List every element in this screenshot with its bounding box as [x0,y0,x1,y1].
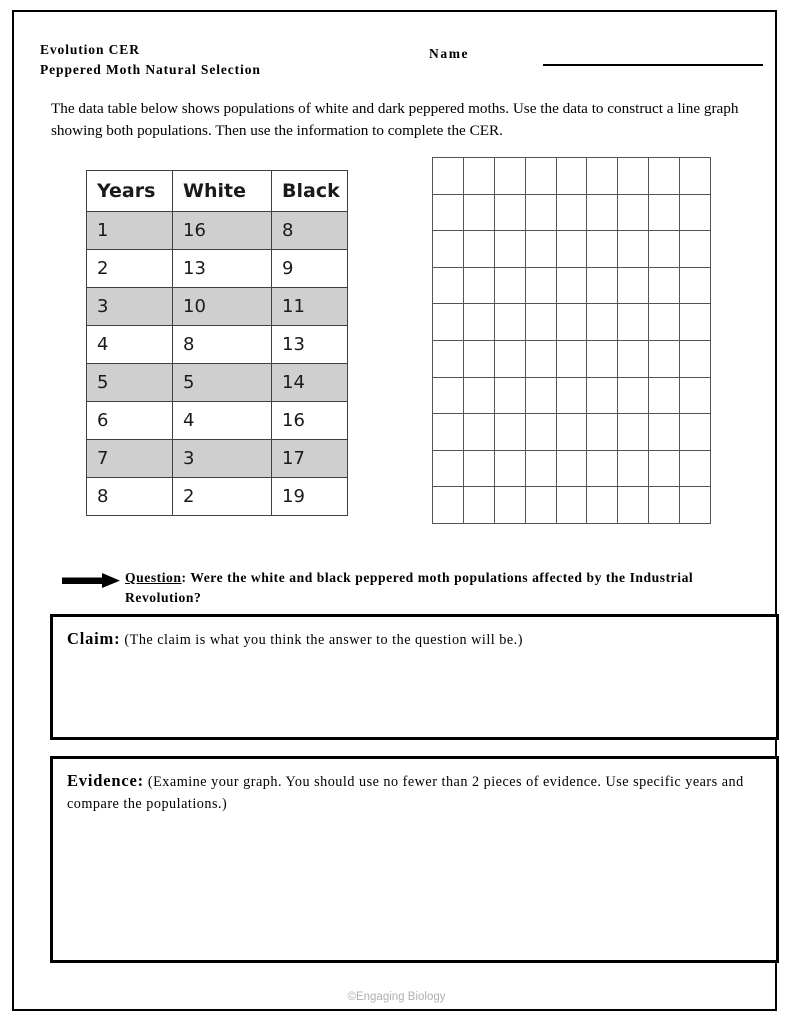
graph-grid-cell[interactable] [433,341,464,378]
cell-black: 13 [272,326,348,364]
cell-black: 19 [272,478,348,516]
evidence-label: Evidence: [67,771,144,790]
graph-grid-cell[interactable] [587,158,618,195]
graph-grid-cell[interactable] [618,231,649,268]
cell-black: 17 [272,440,348,478]
name-input-line[interactable] [543,64,763,66]
column-header-white: White [173,171,272,212]
graph-grid-cell[interactable] [557,341,588,378]
graph-grid-cell[interactable] [433,231,464,268]
graph-grid-cell[interactable] [433,487,464,524]
graph-grid-cell[interactable] [495,414,526,451]
graph-grid-cell[interactable] [587,195,618,232]
cell-years: 6 [87,402,173,440]
cell-years: 3 [87,288,173,326]
graph-grid-cell[interactable] [433,195,464,232]
graph-grid-cell[interactable] [495,341,526,378]
question-row [62,568,762,608]
table-row [87,212,348,250]
graph-grid-cell[interactable] [464,195,495,232]
cell-black: 14 [272,364,348,402]
graph-grid-cell[interactable] [526,487,557,524]
graph-grid-cell[interactable] [587,451,618,488]
graph-grid-cell[interactable] [587,341,618,378]
graph-grid-cell[interactable] [464,414,495,451]
graph-grid-cell[interactable] [618,268,649,305]
graph-grid-cell[interactable] [526,268,557,305]
graph-grid-cell[interactable] [557,195,588,232]
cell-years: 1 [87,212,173,250]
graph-grid-cell[interactable] [557,231,588,268]
cell-years: 8 [87,478,173,516]
graph-grid-cell[interactable] [649,341,680,378]
graph-grid-cell[interactable] [680,487,711,524]
graph-grid-cell[interactable] [557,268,588,305]
graph-grid-cell[interactable] [495,231,526,268]
graph-grid-cell[interactable] [618,487,649,524]
graph-grid-cell[interactable] [618,158,649,195]
cell-years: 7 [87,440,173,478]
graph-grid-cell[interactable] [464,487,495,524]
arrow-right-icon [62,573,120,588]
cell-white: 4 [173,402,272,440]
graph-grid-cell[interactable] [464,231,495,268]
graph-grid-cell[interactable] [433,451,464,488]
table-row [87,288,348,326]
worksheet-title-line-2: Peppered Moth Natural Selection [40,62,261,77]
column-header-black: Black [272,171,348,212]
graph-grid-cell[interactable] [557,158,588,195]
graph-grid-cell[interactable] [495,378,526,415]
graph-grid-cell[interactable] [495,451,526,488]
graph-grid-cell[interactable] [649,195,680,232]
graph-grid-cell[interactable] [495,487,526,524]
blank-graph-grid[interactable] [432,157,711,524]
claim-answer-box[interactable] [50,614,779,740]
graph-grid-cell[interactable] [649,304,680,341]
table-row [87,440,348,478]
graph-grid-cell[interactable] [526,451,557,488]
table-row [87,402,348,440]
claim-box-inner [53,617,776,651]
graph-grid-cell[interactable] [680,231,711,268]
graph-grid-cell[interactable] [649,231,680,268]
cell-black: 16 [272,402,348,440]
graph-grid-cell[interactable] [495,268,526,305]
graph-grid-cell[interactable] [587,268,618,305]
worksheet-title-line-1: Evolution CER [40,42,140,57]
cell-black: 11 [272,288,348,326]
table-row [87,326,348,364]
claim-hint: (The claim is what you think the answer to the question will be.) [120,632,523,648]
graph-grid-cell[interactable] [587,487,618,524]
question-separator: : [181,570,191,585]
table-header-row [87,171,348,212]
graph-grid-cell[interactable] [495,195,526,232]
graph-grid-cell[interactable] [649,451,680,488]
moth-population-table [86,170,348,516]
graph-grid-cell[interactable] [526,158,557,195]
graph-grid-cell[interactable] [495,158,526,195]
graph-grid-cell[interactable] [557,487,588,524]
evidence-box-inner [53,759,776,815]
cell-white: 10 [173,288,272,326]
worksheet-title-block [40,40,261,80]
graph-grid-cell[interactable] [495,304,526,341]
graph-grid-cell[interactable] [649,414,680,451]
cell-white: 3 [173,440,272,478]
graph-grid-cell[interactable] [526,195,557,232]
evidence-hint: (Examine your graph. You should use no fewer than 2 pieces of evidence. Use specific years and compare the populations.) [67,774,744,812]
cell-black: 9 [272,250,348,288]
graph-grid-cell[interactable] [464,158,495,195]
graph-grid-cell[interactable] [464,268,495,305]
question-label: Question [125,570,182,585]
graph-grid-cell[interactable] [618,414,649,451]
instructions-paragraph: The data table below shows populations of white and dark peppered moths. Use the data to construct a line graph showing both populations. Then use the information to complete the CER. [51,100,739,139]
graph-grid-cell[interactable] [680,414,711,451]
graph-grid-cell[interactable] [464,451,495,488]
graph-grid-cell[interactable] [526,414,557,451]
graph-grid-cell[interactable] [464,341,495,378]
cell-years: 4 [87,326,173,364]
footer-credit: ©Engaging Biology [347,991,446,1003]
graph-grid-cell[interactable] [618,195,649,232]
graph-grid-cell[interactable] [557,378,588,415]
graph-grid-cell[interactable] [557,451,588,488]
table-row [87,478,348,516]
table-row [87,250,348,288]
graph-grid-cell[interactable] [587,378,618,415]
graph-grid-cell[interactable] [433,304,464,341]
graph-grid-cell[interactable] [433,158,464,195]
graph-grid-cell[interactable] [618,378,649,415]
cell-years: 2 [87,250,173,288]
graph-grid-cell[interactable] [587,231,618,268]
table-row [87,364,348,402]
graph-grid-cell[interactable] [433,378,464,415]
graph-grid-cell[interactable] [433,414,464,451]
graph-grid-cell[interactable] [526,231,557,268]
graph-grid-cell[interactable] [649,378,680,415]
graph-grid-cell[interactable] [464,378,495,415]
question-body: Were the white and black peppered moth populations affected by the Industrial Revolution? [125,570,694,605]
graph-grid-cell[interactable] [618,341,649,378]
graph-grid-cell[interactable] [587,414,618,451]
name-label: Name [429,46,470,61]
cell-white: 2 [173,478,272,516]
graph-grid-cell[interactable] [433,268,464,305]
cell-years: 5 [87,364,173,402]
graph-grid-cell[interactable] [526,341,557,378]
graph-grid-cell[interactable] [680,195,711,232]
evidence-answer-box[interactable] [50,756,779,963]
question-text [125,568,762,608]
graph-grid-cell[interactable] [649,268,680,305]
graph-grid-cell[interactable] [680,158,711,195]
worksheet-page [12,10,777,1011]
graph-grid-cell[interactable] [618,451,649,488]
cell-white: 16 [173,212,272,250]
cell-white: 8 [173,326,272,364]
graph-grid-cell[interactable] [680,341,711,378]
graph-grid-cell[interactable] [557,304,588,341]
column-header-years: Years [87,171,173,212]
graph-grid-cell[interactable] [649,487,680,524]
graph-grid-cell[interactable] [464,304,495,341]
graph-grid-cell[interactable] [526,378,557,415]
graph-grid-cell[interactable] [680,268,711,305]
graph-grid-cell[interactable] [618,304,649,341]
claim-label: Claim: [67,629,121,648]
graph-grid-cell[interactable] [680,304,711,341]
graph-grid-cell[interactable] [680,378,711,415]
cell-black: 8 [272,212,348,250]
graph-grid-cell[interactable] [587,304,618,341]
cell-white: 13 [173,250,272,288]
graph-grid-cell[interactable] [557,414,588,451]
graph-grid-cell[interactable] [649,158,680,195]
graph-grid-cell[interactable] [526,304,557,341]
graph-grid-cell[interactable] [680,451,711,488]
cell-white: 5 [173,364,272,402]
